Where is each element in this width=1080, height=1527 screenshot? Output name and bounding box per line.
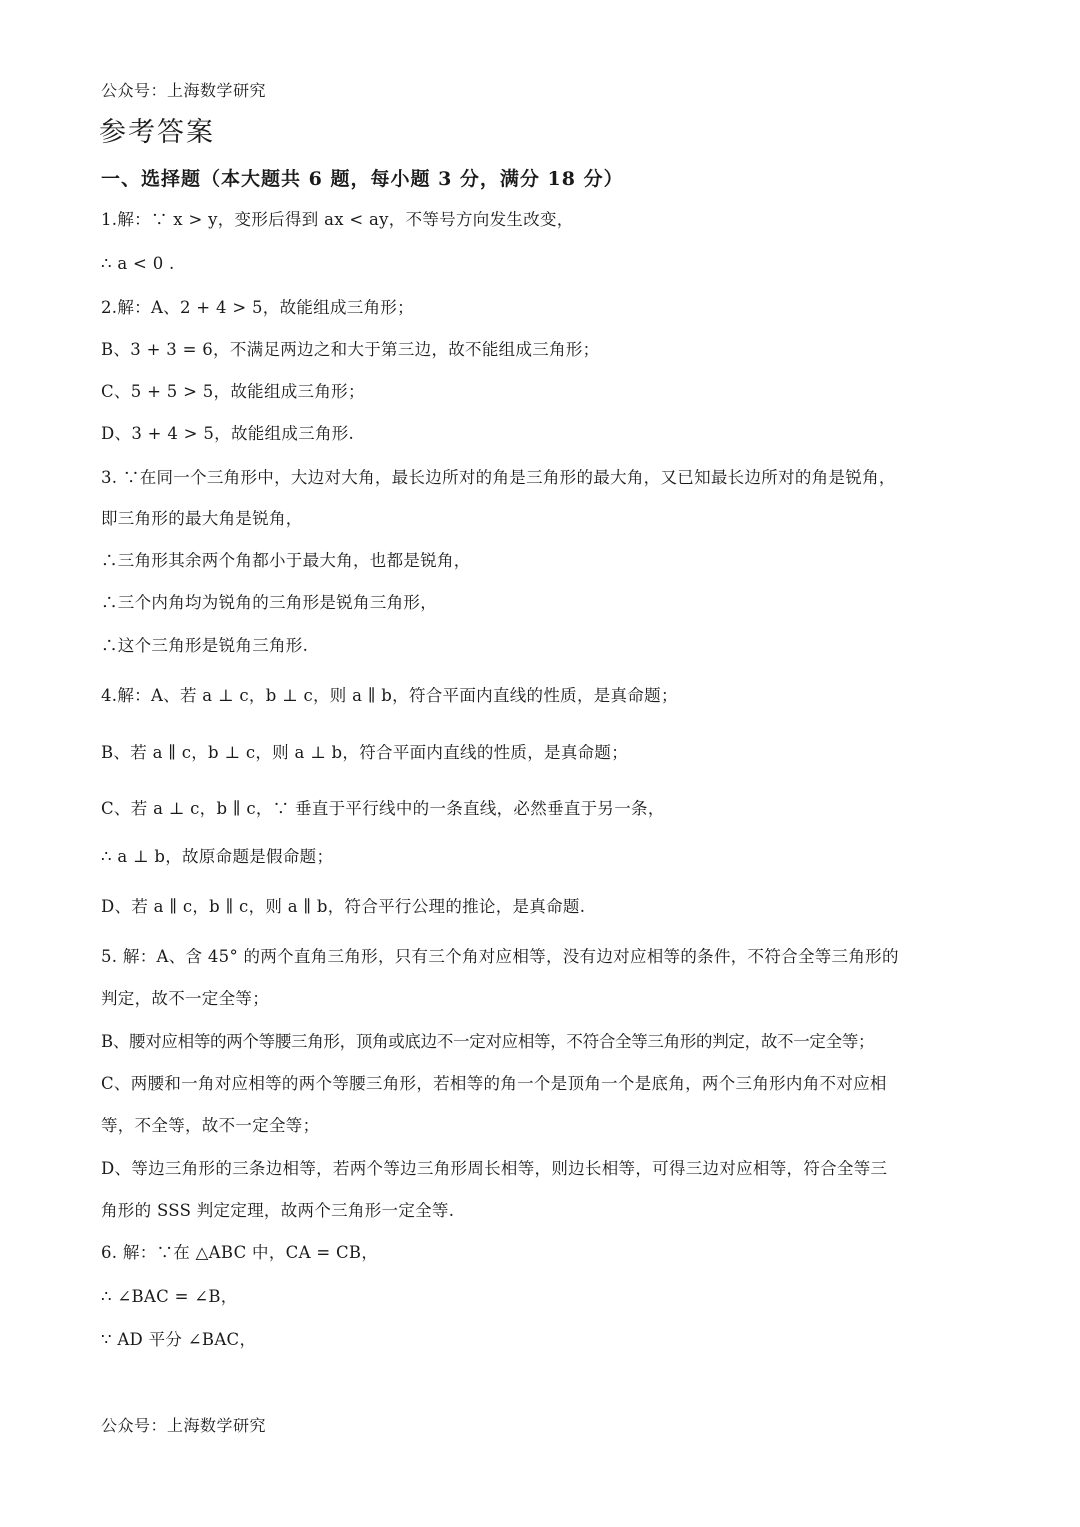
- answer-line: D、3 + 4 > 5，故能组成三角形.: [101, 424, 355, 443]
- answer-line: 等，不全等，故不一定全等；: [101, 1116, 320, 1135]
- answer-line: D、若 a ∥ c，b ∥ c，则 a ∥ b，符合平行公理的推论，是真命题.: [101, 897, 586, 916]
- answer-line: 即三角形的最大角是锐角，: [101, 509, 303, 528]
- answer-line: ∴三角形其余两个角都小于最大角，也都是锐角，: [101, 551, 471, 570]
- answer-line: ∴ a ⊥ b，故原命题是假命题；: [101, 847, 334, 866]
- answer-line: C、若 a ⊥ c，b ∥ c，∵ 垂直于平行线中的一条直线，必然垂直于另一条，: [101, 799, 665, 818]
- answer-line: B、若 a ∥ c，b ⊥ c，则 a ⊥ b，符合平面内直线的性质，是真命题；: [101, 743, 629, 762]
- answer-line: 3. ∵在同一个三角形中，大边对大角，最长边所对的角是三角形的最大角，又已知最长边所对的角是锐角，: [101, 468, 896, 487]
- answer-line: 2.解：A、2 + 4 > 5，故能组成三角形；: [101, 298, 414, 317]
- answer-line: 4.解：A、若 a ⊥ c，b ⊥ c，则 a ∥ b，符合平面内直线的性质，是真命题；: [101, 686, 678, 705]
- answer-line: ∴三个内角均为锐角的三角形是锐角三角形，: [101, 593, 437, 612]
- answer-line: ∴ a < 0 .: [101, 254, 175, 273]
- page-title: 参考答案: [99, 117, 215, 148]
- answer-line: B、3 + 3 = 6，不满足两边之和大于第三边，故不能组成三角形；: [101, 340, 600, 359]
- answer-line: 判定，故不一定全等；: [101, 989, 269, 1008]
- answer-line: 6. 解：∵在 △ABC 中，CA = CB，: [101, 1243, 379, 1262]
- footer-note: 公众号：上海数学研究: [101, 1416, 267, 1435]
- header-note: 公众号：上海数学研究: [101, 81, 267, 100]
- answer-line: C、两腰和一角对应相等的两个等腰三角形，若相等的角一个是顶角一个是底角，两个三角形内角不对应相: [101, 1074, 887, 1093]
- answer-line: ∴这个三角形是锐角三角形.: [101, 636, 309, 655]
- section-heading: 一、选择题（本大题共 6 题，每小题 3 分，满分 18 分）: [101, 168, 624, 190]
- answer-line: ∴ ∠BAC = ∠B，: [101, 1287, 238, 1306]
- answer-line: 1.解：∵ x > y，变形后得到 ax < ay，不等号方向发生改变，: [101, 210, 574, 229]
- answer-line: C、5 + 5 > 5，故能组成三角形；: [101, 382, 365, 401]
- answer-line: ∵ AD 平分 ∠BAC，: [101, 1330, 257, 1349]
- answer-line: D、等边三角形的三条边相等，若两个等边三角形周长相等，则边长相等，可得三边对应相等，符合全等三: [101, 1159, 888, 1178]
- answer-line: B、腰对应相等的两个等腰三角形，顶角或底边不一定对应相等，不符合全等三角形的判定，故不一定全等；: [101, 1032, 875, 1051]
- answer-line: 5. 解：A、含 45° 的两个直角三角形，只有三个角对应相等，没有边对应相等的条件，不符合全等三角形的: [101, 947, 899, 966]
- answer-line: 角形的 SSS 判定定理，故两个三角形一定全等.: [101, 1201, 455, 1220]
